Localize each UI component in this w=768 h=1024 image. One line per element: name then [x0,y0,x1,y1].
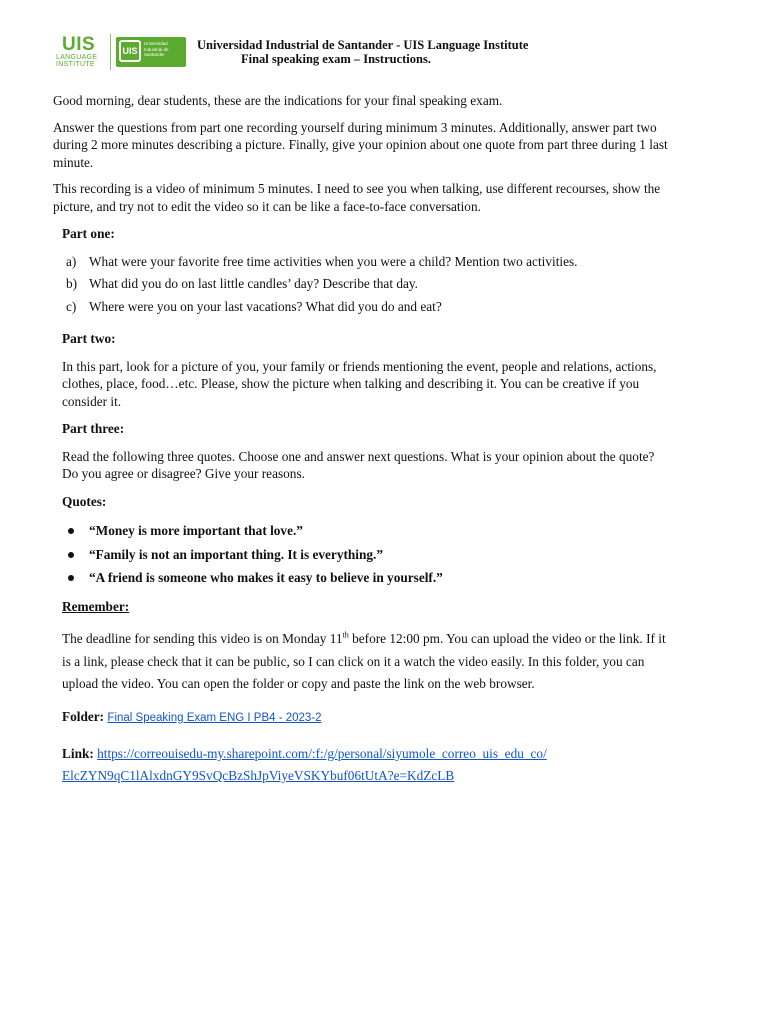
part-three-heading: Part three: [62,421,125,436]
bullet-icon [68,528,74,534]
logo-uis-text: UIS [62,34,96,55]
greeting: Good morning, dear students, these are the indications for your final speaking exam. [53,93,503,108]
remember-section [53,628,673,696]
sharepoint-link-continued[interactable]: ElcZYN9qC1lAlxdnGY9SvQcBzShJpViyeVSKYbuf06tUtA?e=KdZcLB [62,768,455,783]
sharepoint-link[interactable]: https://correouisedu-my.sharepoint.com/:f:/g/personal/siyumole_correo_uis_edu_co/ [97,746,547,761]
ordinal-suffix: th [342,630,349,640]
link-line [53,743,673,787]
document-subtitle: Final speaking exam – Instructions. [241,52,431,66]
quote-text: “A friend is someone who makes it easy to believe in yourself.” [89,570,443,585]
quote-text: “Family is not an important thing. It is everything.” [89,546,384,562]
logo-language-text: LANGUAGE [56,54,98,61]
university-logo [116,37,186,67]
document-header [52,34,712,74]
list-item [53,298,673,316]
part-one-questions [53,253,673,316]
list-marker: a) [66,253,77,269]
bullet-icon [68,552,74,558]
intro-paragraph-1: Answer the questions from part one recording yourself during minimum 3 minutes. Additionally, answer part two during 2 more minutes describing a picture. Finally, give your opinion about one quote from part three during 1 last minute. [53,119,668,170]
document-body [53,92,673,787]
link-label: Link: [62,746,98,761]
list-item [53,522,673,540]
university-emblem-icon: UIS [119,40,141,62]
part-one-heading: Part one: [62,226,115,241]
quotes-list [53,522,673,587]
logo-institute-text: INSTITUTE [56,61,95,68]
list-marker: b) [66,276,78,291]
remember-text: The deadline for sending this video is on Monday 11th before 12:00 pm. You can upload the video or the link. If it is a link, please check that it can be public, so I can click on it a watch the video easily. In this folder, you can upload the video. You can open the folder or copy and paste the link on the web browser. [62,630,666,691]
list-item [53,569,673,587]
question-text: What did you do on last little candles’ day? Describe that day. [89,276,418,291]
question-text: Where were you on your last vacations? What did you do and eat? [89,298,442,314]
remember-heading: Remember: [62,598,130,614]
bullet-icon [68,575,74,581]
folder-label: Folder: [62,708,108,724]
folder-link[interactable]: Final Speaking Exam ENG I PB4 - 2023-2 [107,711,322,724]
part-two-heading: Part two: [62,331,116,346]
list-item [53,546,673,564]
logo-divider [110,34,111,70]
folder-line [53,708,673,728]
document-title: Universidad Industrial de Santander - UIS Language Institute [197,38,529,52]
quotes-heading: Quotes: [62,493,107,509]
list-marker: c) [66,298,77,314]
quote-text: “Money is more important that love.” [89,523,303,538]
question-text: What were your favorite free time activities when you were a child? Mention two activities. [89,253,578,269]
list-item [53,253,673,271]
part-three-text: Read the following three quotes. Choose one and answer next questions. What is your opinion about the quote? Do you agree or disagree? Give your reasons. [62,448,655,481]
list-item [53,275,673,293]
university-logo-name: Universidad Industrial de Santander [144,41,169,57]
part-two-text: In this part, look for a picture of you, your family or friends mentioning the event, people and relations, actions, clothes, place, food…etc. Please, show the picture when talking and describing it. You can be creative if you consider it. [62,358,657,409]
intro-paragraph-2: This recording is a video of minimum 5 minutes. I need to see you when talking, use different recourses, show the picture, and try not to edit the video so it can be like a face-to-face conversation. [53,181,661,214]
uis-language-institute-logo [52,36,108,70]
